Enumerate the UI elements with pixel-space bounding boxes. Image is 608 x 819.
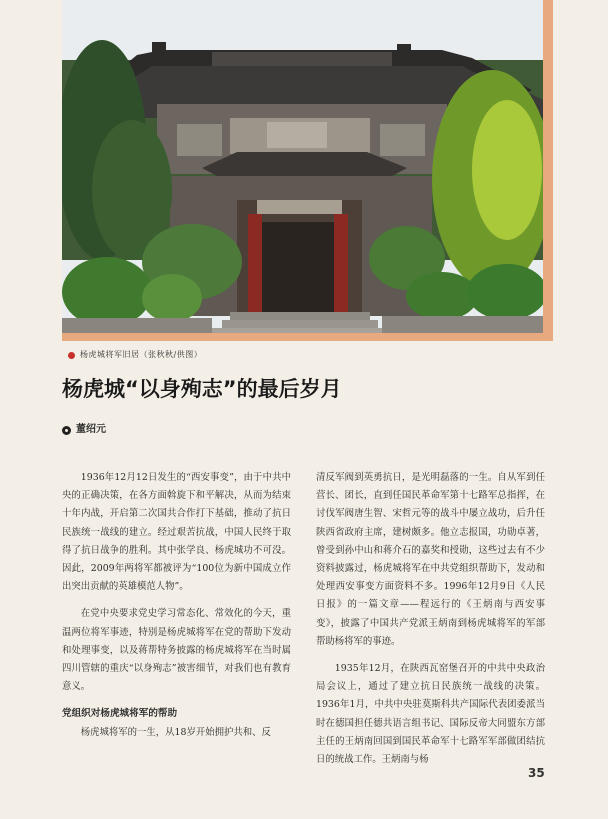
photo-caption — [68, 349, 202, 361]
paragraph: 1935年12月，在陕西瓦窑堡召开的中共中央政治局会议上，通过了建立抗日民族统一战线的决策。1936年1月，中共中央驻莫斯科共产国际代表团委派当时在德国担任德共语言组书记、国际反帝大同盟东方部主任的王炳南回国到国民革命军十七路军军部做团结抗日的统战工作。王炳南与杨 — [316, 663, 545, 766]
author-byline — [62, 422, 106, 438]
caption-text: 杨虎城将军旧居（张秋秋/供图） — [80, 350, 203, 359]
page-number: 35 — [528, 766, 545, 780]
author-name: 董绍元 — [76, 424, 106, 435]
paragraph: 杨虎城将军的一生，从18岁开始拥护共和、反 — [80, 726, 271, 738]
paragraph: 在党中央要求党史学习常态化、常效化的今天，重温两位将军事迹，特别是杨虎城将军在党的帮助下发动和处理事变，以及蒋帮特务披露的杨虎城将军在当时属四川管辖的重庆“以身殉志”被害细节，对我们也有教育意义。 — [62, 608, 291, 693]
caption-bullet-icon — [68, 352, 75, 359]
building-photo — [62, 0, 543, 333]
author-bullet-icon — [62, 426, 71, 435]
left-column — [62, 469, 291, 742]
paragraph: 清反军阀到英勇抗日，是光明磊落的一生。自从军到任营长、团长，直到任国民革命军第十七路军总指挥，在讨伐军阀唐生智、宋哲元等的战斗中屡立战功，后升任陕西省政府主席，建树颇多。他立志报国，功勋卓著，曾受到孙中山和蒋介石的嘉奖和授勋，这些过去有不少资料披露过，杨虎城将军在中共党组织帮助下，发动和处理西安事变方面资料不多。1996年12月9日《人民日报》的一篇文章——程远行的《王炳南与西安事变》，披露了中国共产党派王炳南到杨虎城将军的军部帮助杨将军的事迹。 — [316, 472, 545, 647]
paragraph: 1936年12月12日发生的“西安事变”，由于中共中央的正确决策，在各方面斡旋下和平解决，从而为结束十年内战，开启第二次国共合作打下基础，推动了抗日民族统一战线的建立。经过艰苦抗战，中国人民终于取得了抗日战争的胜利。其中张学良、杨虎城功不可没。因此，2009年两将军都被评为“100位为新中国成立作出突出贡献的英雄模范人物”。 — [62, 472, 291, 593]
right-column — [316, 469, 545, 769]
article-title: 杨虎城“以身殉志”的最后岁月 — [62, 377, 342, 401]
section-heading: 党组织对杨虎城将军的帮助 — [62, 708, 178, 720]
